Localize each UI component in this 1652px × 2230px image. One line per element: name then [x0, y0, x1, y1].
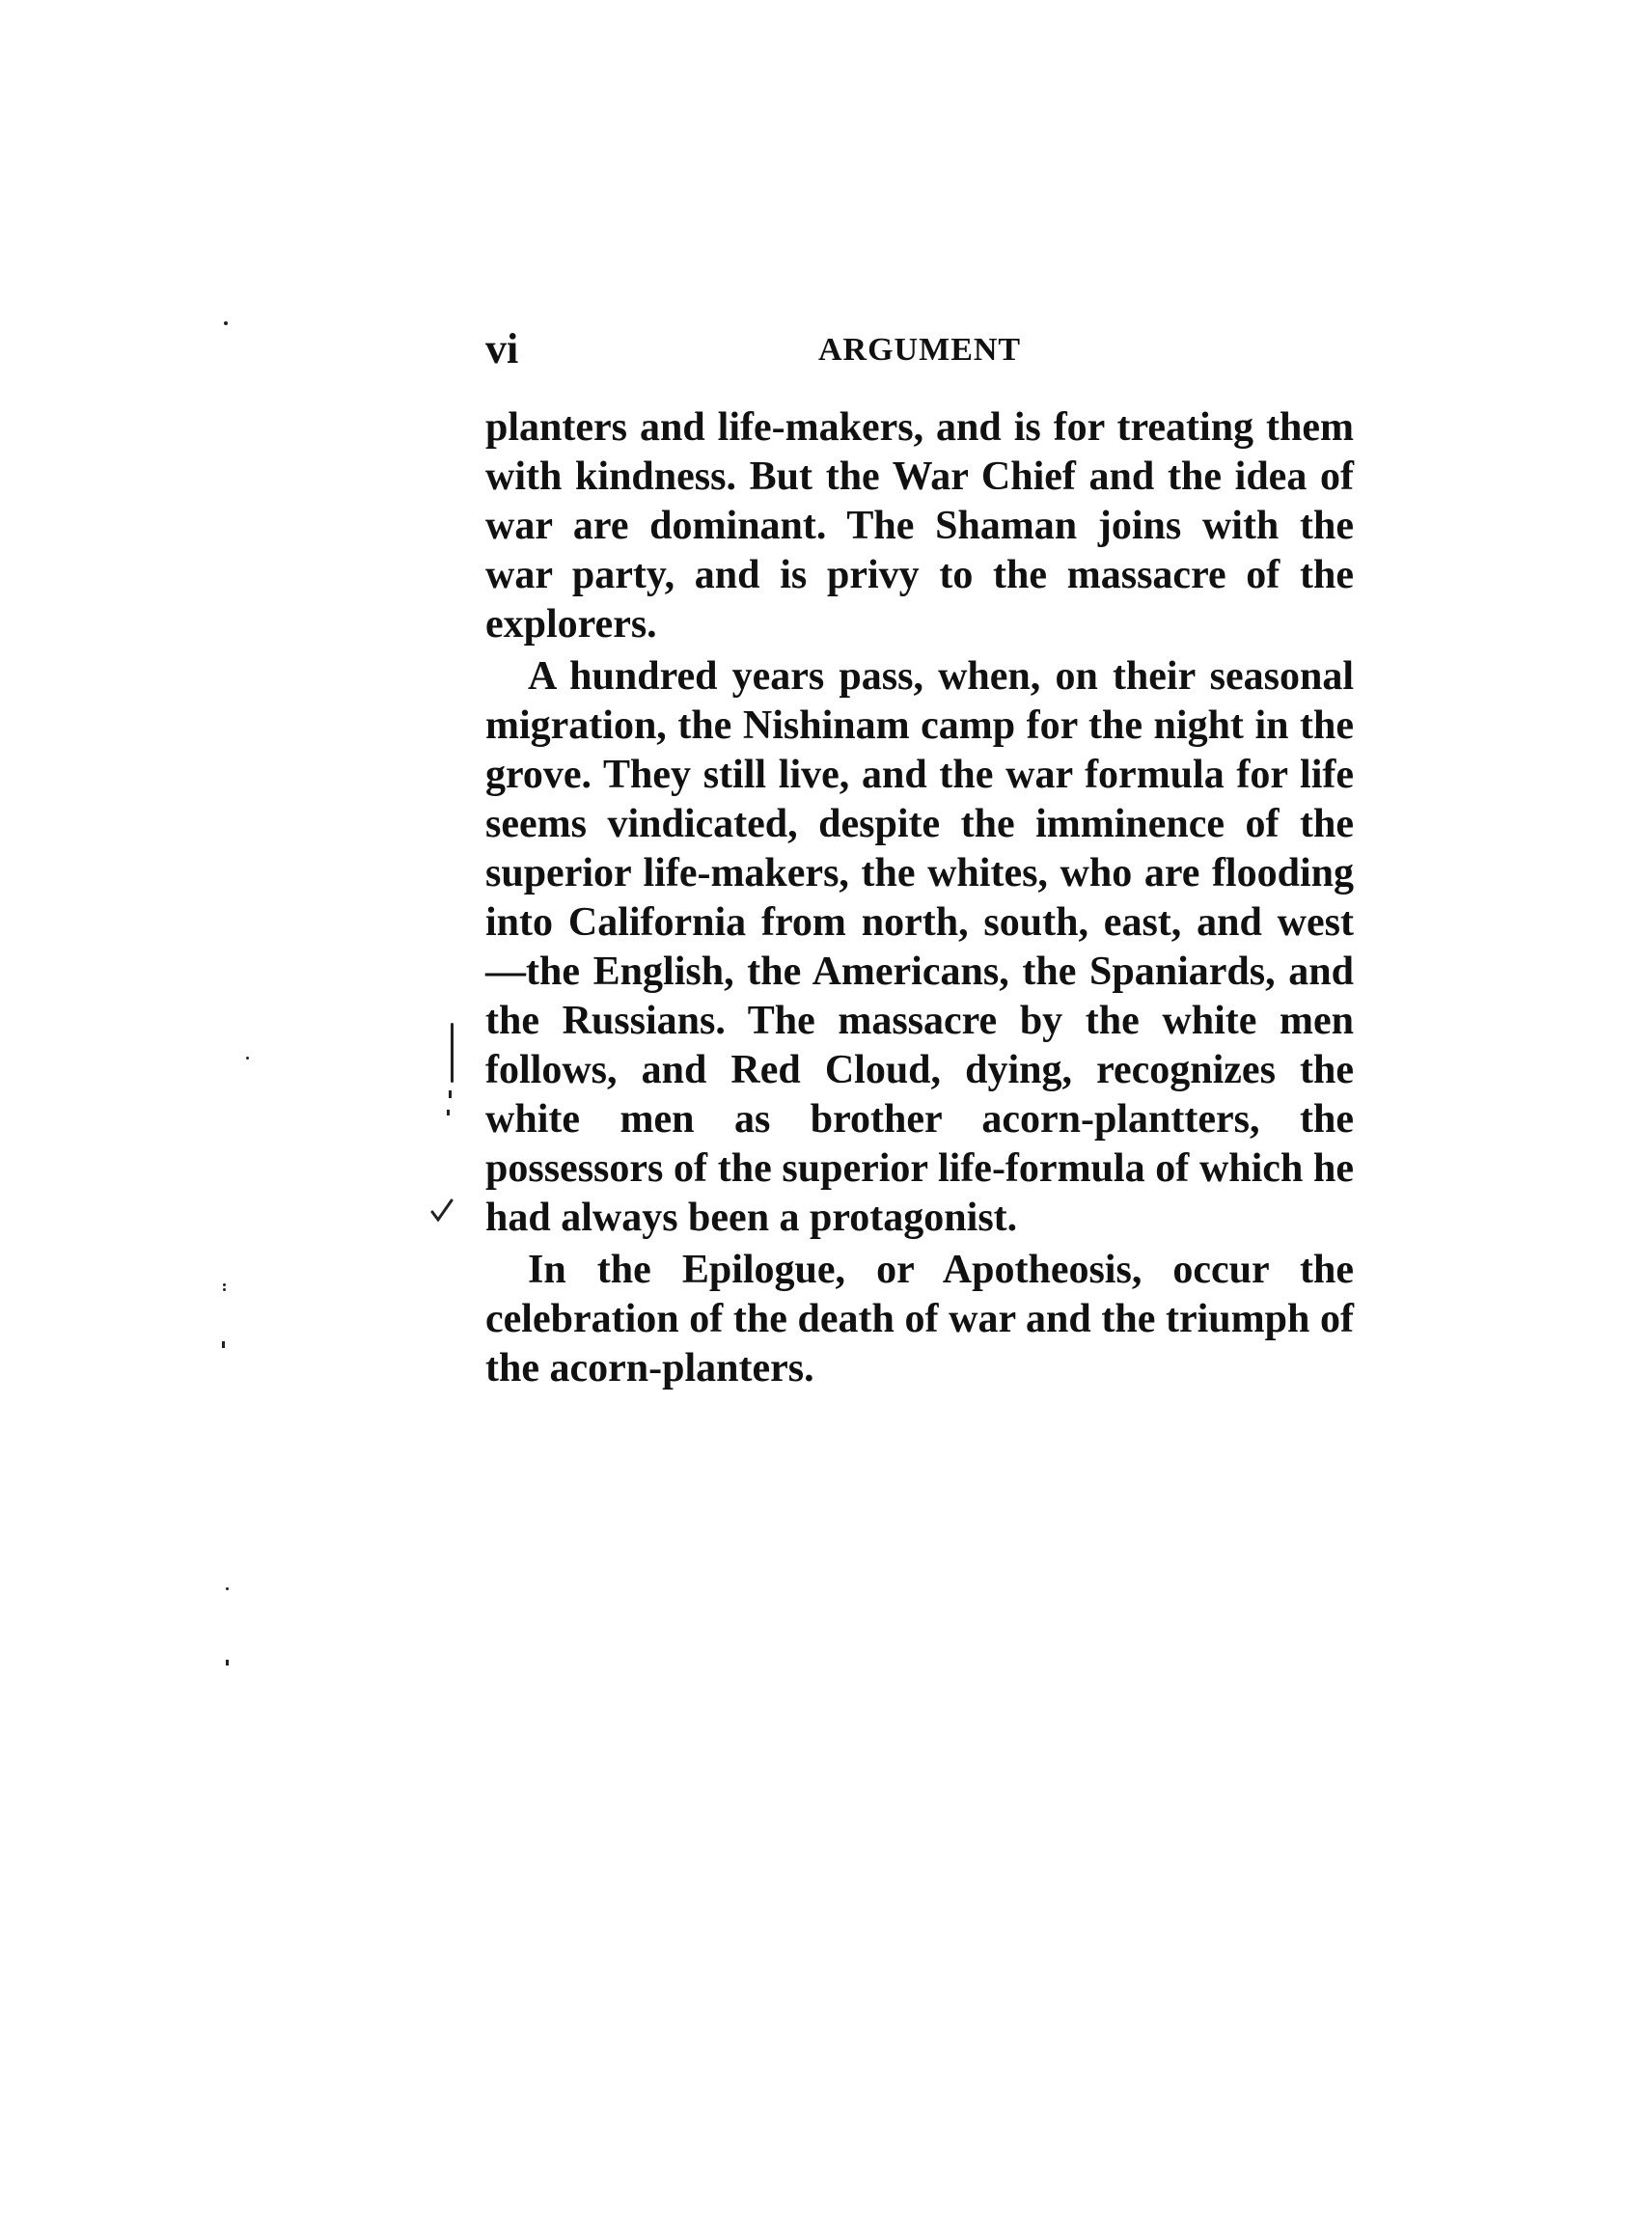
margin-mark-line [451, 1023, 454, 1083]
margin-speck [223, 1288, 226, 1291]
margin-speck [246, 1057, 249, 1060]
margin-speck [226, 1660, 229, 1666]
margin-speck [449, 1090, 452, 1098]
running-head: ARGUMENT [818, 332, 1022, 368]
margin-speck [222, 1341, 225, 1348]
margin-speck [447, 1110, 450, 1115]
margin-speck [224, 321, 228, 325]
paragraph: A hundred years pass, when, on their seasonal migration, the Nishinam camp for the night in the grove. They still live, and the war formula for life seems vindicated, despite the imminence of the superior life-makers, the whites, who are flooding into California from north, south, east, and west—the English, the Americans, the Spaniards, and the Russians. The massacre by the white men follows, and Red Cloud, dying, recognizes the white men as brother acorn-plantters, the possessors of the superior life-formula of which he had always been a protagonist. [485, 654, 1354, 1240]
paragraph-continued: planters and life-makers, and is for treating them with kindness. But the War Chief and the idea of war are dominant. The Shaman joins with the war party, and is privy to the massacre of the explorers. [485, 405, 1354, 647]
page-number: vi [485, 325, 519, 372]
paragraph: In the Epilogue, or Apotheosis, occur the celebration of the death of war and the triumph of the acorn-planters. [485, 1248, 1354, 1390]
margin-speck [226, 1587, 229, 1590]
margin-speck [223, 1283, 226, 1286]
page-header [485, 320, 1354, 378]
body-text [485, 403, 1354, 1393]
margin-checkmark [430, 1197, 455, 1224]
